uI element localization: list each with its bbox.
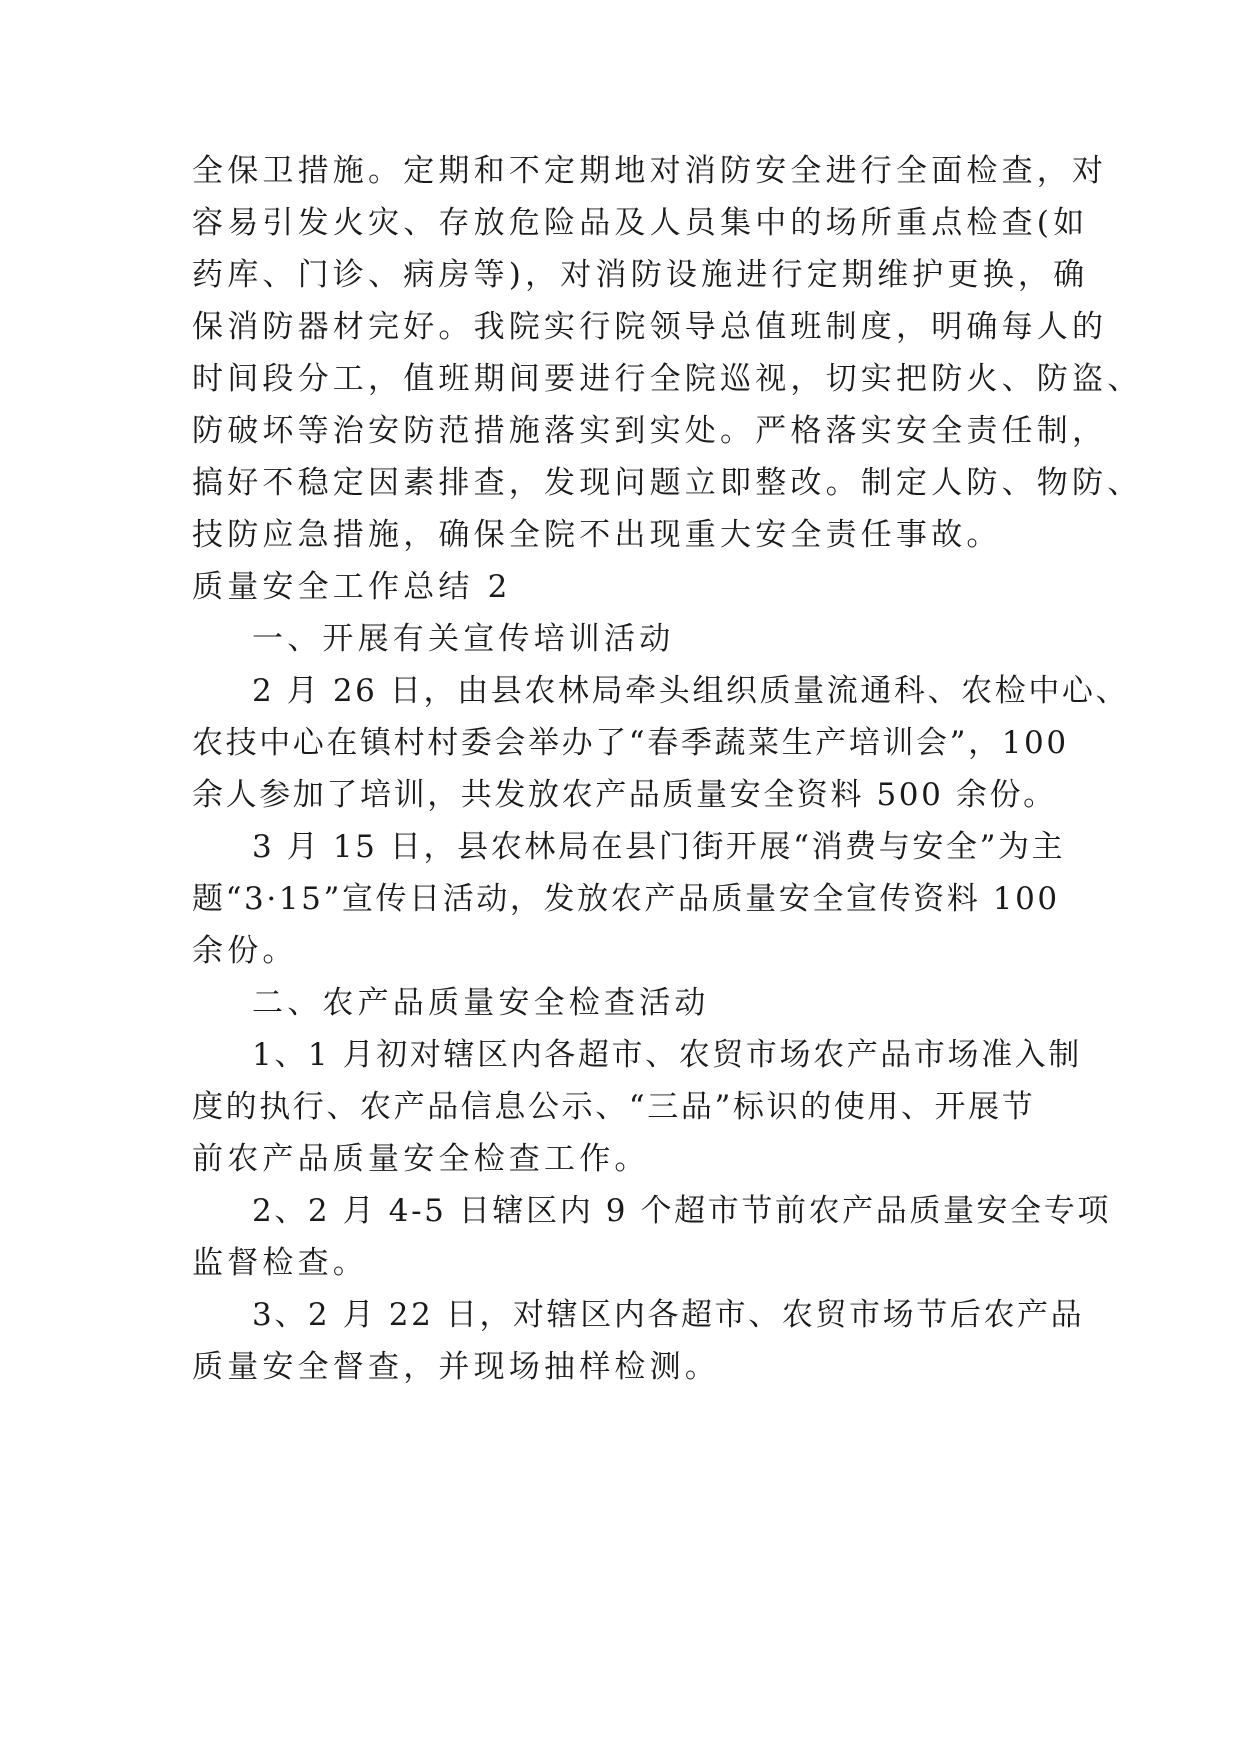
subsection-heading: 二、农产品质量安全检查活动 [252,985,710,1021]
body-text-line: 技防应急措施，确保全院不出现重大安全责任事故。 [192,517,1002,553]
body-text-line: 余份。 [192,933,298,969]
list-item-line: 3、2 月 22 日，对辖区内各超市、农贸市场节后农产品 [252,1297,1085,1333]
list-item-line: 度的执行、农产品信息公示、“三品”标识的使用、开展节 [192,1089,1036,1125]
body-text-line: 3 月 15 日，县农林局在县门街开展“消费与安全”为主 [252,829,1066,865]
body-text-line: 时间段分工，值班期间要进行全院巡视，切实把防火、防盗、 [192,361,1143,397]
list-item-line: 质量安全督查，并现场抽样检测。 [192,1349,720,1385]
body-text-line: 搞好不稳定因素排查，发现问题立即整改。制定人防、物防、 [192,465,1143,501]
body-text-line: 容易引发火灾、存放危险品及人员集中的场所重点检查(如 [192,205,1089,241]
body-text-line: 农技中心在镇村村委会举办了“春季蔬菜生产培训会”，100 [192,725,1069,761]
body-text-line: 2 月 26 日，由县农林局牵头组织质量流通科、农检中心、 [252,673,1130,709]
body-text-line: 药库、门诊、病房等)，对消防设施进行定期维护更换，确 [192,257,1089,293]
subsection-heading: 一、开展有关宣传培训活动 [252,621,675,657]
body-text-line: 余人参加了培训，共发放农产品质量安全资料 500 余份。 [192,777,1057,813]
list-item-line: 1、1 月初对辖区内各超市、农贸市场农产品市场准入制 [252,1037,1082,1073]
list-item-line: 2、2 月 4-5 日辖区内 9 个超市节前农产品质量安全专项 [252,1193,1111,1229]
section-heading: 质量安全工作总结 2 [192,569,512,605]
body-text-line: 防破坏等治安防范措施落实到实处。严格落实安全责任制， [192,413,1108,449]
body-text-line: 全保卫措施。定期和不定期地对消防安全进行全面检查，对 [192,153,1108,189]
body-text-line: 保消防器材完好。我院实行院领导总值班制度，明确每人的 [192,309,1108,345]
list-item-line: 前农产品质量安全检查工作。 [192,1141,650,1177]
list-item-line: 监督检查。 [192,1245,368,1281]
body-text-line: 题“3·15”宣传日活动，发放农产品质量安全宣传资料 100 [192,881,1060,917]
